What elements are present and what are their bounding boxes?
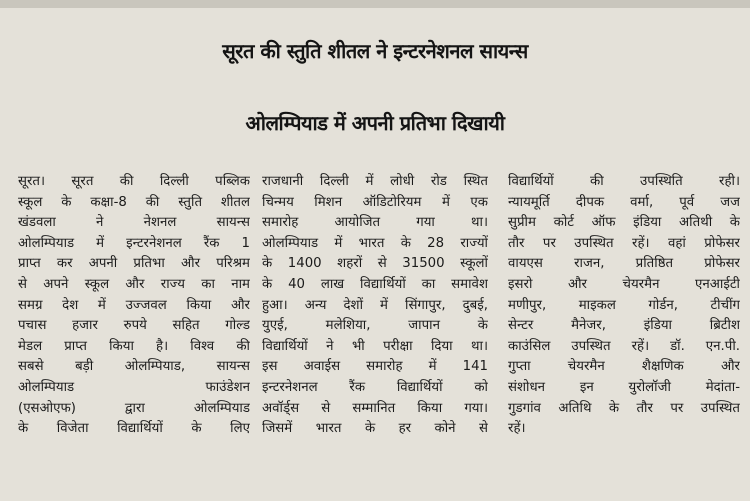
text-line: सेन्टर मैनेजर, इंडिया ब्रिटीश <box>508 318 740 334</box>
text-line: रहें। <box>508 421 526 437</box>
headline-line-1: सूरत की स्तुति शीतल ने इन्टरनेशनल सायन्स <box>222 39 528 63</box>
text-line: पचास हजार रुपये सहित गोल्ड <box>18 318 250 334</box>
text-line: चिन्मय मिशन ऑडिटोरियम में एक <box>262 194 488 210</box>
text-line: समग्र देश में उज्जवल किया और <box>18 297 250 313</box>
text-line: सुप्रीम कोर्ट ऑफ इंडिया अतिथी के <box>508 215 740 231</box>
article-column-2 <box>262 172 488 497</box>
text-line: इस अवाईस समारोह में 141 <box>262 359 488 375</box>
text-line: सबसे बड़ी ओलम्पियाड, सायन्स <box>18 359 250 375</box>
headline-line-2: ओलम्पियाड में अपनी प्रतिभा दिखायी <box>245 111 505 135</box>
text-line: के 40 लाख विद्यार्थियों का समावेश <box>262 276 488 292</box>
text-line: सूरत। सूरत की दिल्ली पब्लिक <box>18 174 250 189</box>
article-column-3 <box>508 172 740 497</box>
text-line: राजधानी दिल्ली में लोधी रोड स्थित <box>262 174 488 189</box>
text-line: (एसओएफ) द्वारा ओलम्पियाड <box>18 400 250 416</box>
text-line: जिसमें भारत के हर कोने से <box>262 421 488 437</box>
text-line: अवॉर्ड्स से सम्मानित किया गया। <box>262 400 488 416</box>
text-line: से अपने स्कूल और राज्य का नाम <box>18 276 250 292</box>
text-line: गुडगांव अतिथि के तौर पर उपस्थित <box>508 400 740 416</box>
text-line: के 1400 शहरों से 31500 स्कूलों <box>262 256 488 272</box>
text-line: विद्यार्थियों की उपस्थिति रही। <box>508 174 740 189</box>
text-line: गुप्ता चेयरमैन शैक्षणिक और <box>508 359 740 375</box>
text-line: हुआ। अन्य देशों में सिंगापुर, दुबई, <box>262 297 488 313</box>
text-line: खंडवला ने नेशनल सायन्स <box>18 215 250 231</box>
text-line: मेडल प्राप्त किया है। विश्व की <box>18 338 250 354</box>
text-line: ओलम्पियाड फाउंडेशन <box>18 379 250 395</box>
text-line: के विजेता विद्यार्थियों के लिए <box>18 421 250 437</box>
text-line: वायएस राजन, प्रतिष्ठित प्रोफेसर <box>508 256 740 272</box>
text-line: काउंसिल उपस्थित रहें। डॉ. एन.पी. <box>508 338 740 354</box>
text-line: स्कूल के कक्षा-8 की स्तुति शीतल <box>18 194 250 210</box>
top-rule <box>0 0 750 8</box>
text-line: न्यायमूर्ति दीपक वर्मा, पूर्व जज <box>508 194 740 210</box>
text-line: इन्टरनेशनल रैंक विद्यार्थियों को <box>262 379 488 395</box>
text-line: युएई, मलेशिया, जापान के <box>262 318 488 334</box>
text-line: ओलम्पियाड में इन्टरनेशनल रैंक 1 <box>18 235 250 251</box>
text-line: प्राप्त कर अपनी प्रतिभा और परिश्रम <box>18 256 250 272</box>
text-line: विद्यार्थियों ने भी परीक्षा दिया था। <box>262 338 488 354</box>
text-line: मणीपुर, माइकल गोर्डन, टीचींग <box>508 297 740 313</box>
article-column-1 <box>18 172 250 497</box>
text-line: तौर पर उपस्थित रहें। वहां प्रोफेसर <box>508 235 740 251</box>
text-line: समारोह आयोजित गया था। <box>262 215 488 231</box>
text-line: ओलम्पियाड में भारत के 28 राज्यों <box>262 235 488 251</box>
text-line: संशोधन इन युरोलॉजी मेदांता- <box>508 379 740 395</box>
text-line: इसरो और चेयरमैन एनआईटी <box>508 276 740 292</box>
